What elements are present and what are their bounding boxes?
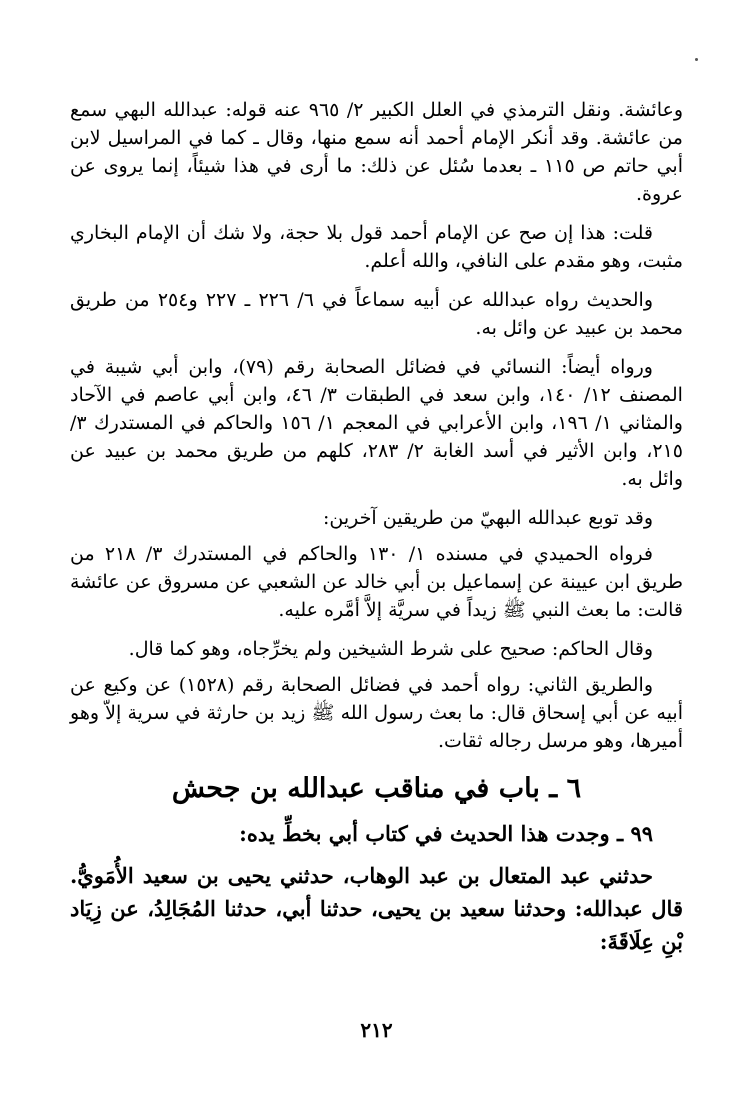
footnote-paragraph-4: ورواه أيضاً: النسائي في فضائل الصحابة رقم (٧٩)، وابن أبي شيبة في المصنف ١٢/ ١٤٠، وابن سعد في الطبقات ٣/ ٤٦، وابن أبي عاصم في الآحاد والمثاني ١/ ١٩٦، وابن الأعرابي في المعجم ١/ ١٥٦ والحاكم في المستدرك ٣/ ٢١٥، وابن الأثير في أسد الغابة ٢/ ٢٨٣، كلهم من طريق محمد بن عبيد عن وائل به. <box>70 356 683 490</box>
hadith-heading: ٩٩ ـ وجدت هذا الحديث في كتاب أبي بخطِّ يده: <box>239 821 653 846</box>
corner-speck <box>695 58 698 61</box>
footnote-paragraph-8: والطريق الثاني: رواه أحمد في فضائل الصحابة رقم (١٥٢٨) عن وكيع عن أبيه عن أبي إسحاق قال: ما بعث رسول الله ﷺ زيد بن حارثة في سرية إلاّ وهو أميرها، وهو مرسل رجاله ثقات. <box>70 674 683 752</box>
footnote-paragraph-7: وقال الحاكم: صحيح على شرط الشيخين ولم يخرِّجاه، وهو كما قال. <box>128 638 653 660</box>
footnote-paragraph-1: وعائشة. ونقل الترمذي في العلل الكبير ٢/ ٩٦٥ عنه قوله: عبدالله البهي سمع من عائشة. وقد أنكر الإمام أحمد أنه سمع منها، وقال ـ كما في المراسيل لابن أبي حاتم ص ١١٥ ـ بعدما سُئل عن ذلك: ما أرى في هذا شيئاً، إنما يروى عن عروة. <box>70 99 683 205</box>
page-content <box>70 96 683 958</box>
page-number: ٢١٢ <box>360 1018 393 1042</box>
section-heading: ٦ ـ باب في مناقب عبدالله بن جحش <box>171 773 582 804</box>
footnote-paragraph-3: والحديث رواه عبدالله عن أبيه سماعاً في ٦/ ٢٢٦ ـ ٢٢٧ و٢٥٤ من طريق محمد بن عبيد عن وائل به. <box>70 289 683 339</box>
footnote-paragraph-5: وقد توبع عبدالله البهيّ من طريقين آخرين: <box>323 507 653 529</box>
footnote-paragraph-2: قلت: هذا إن صح عن الإمام أحمد قول بلا حجة، ولا شك أن الإمام البخاري مثبت، وهو مقدم على النافي، والله أعلم. <box>70 222 683 272</box>
footnote-paragraph-6: فرواه الحميدي في مسنده ١/ ١٣٠ والحاكم في المستدرك ٣/ ٢١٨ من طريق ابن عيينة عن إسماعيل بن أبي خالد عن الشعبي عن مسروق عن عائشة قالت: ما بعث النبي ﷺ زيداً في سريَّة إلاَّ أمَّره عليه. <box>70 543 683 621</box>
hadith-body: حدثني عبد المتعال بن عبد الوهاب، حدثني يحيى بن سعيد الأُمَويُّ. قال عبدالله: وحدثنا سعيد بن يحيى، حدثنا أبي، حدثنا المُجَالِدُ، عن زِيَاد بْنِ عِلَاقَةَ: <box>70 863 683 954</box>
